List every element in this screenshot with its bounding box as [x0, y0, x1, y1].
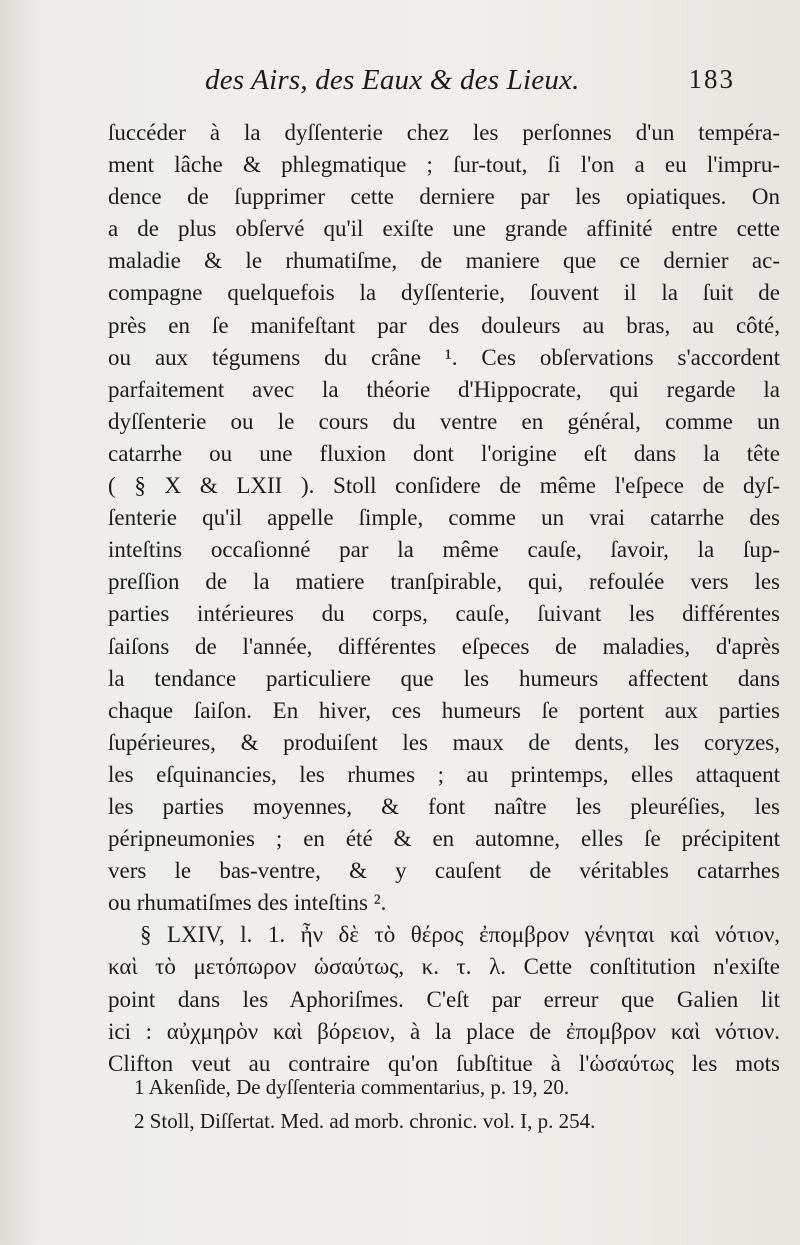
page-header — [205, 64, 735, 108]
text-line: preſſion de la matiere tranſpirable, qui, refoulée vers les — [108, 569, 780, 595]
text-line: § LXIV, l. 1. ἦν δὲ τὸ θέρος ἐπομβρον γένηται καὶ νότιον, — [140, 922, 780, 948]
text-line: compagne quelquefois la dyſſenterie, ſouvent il la ſuit de — [108, 280, 780, 306]
text-line: point dans les Aphoriſmes. C'eſt par erreur que Galien lit — [108, 986, 780, 1012]
footnotes — [134, 1070, 734, 1138]
text-line: les parties moyennes, & font naître les pleuréſies, les — [108, 793, 780, 819]
text-line: ſuccéder à la dyſſenterie chez les perſonnes d'un tempéra- — [108, 120, 780, 145]
text-line: ſenterie qu'il appelle ſimple, comme un vrai catarrhe des — [108, 505, 780, 531]
text-line: dence de ſupprimer cette derniere par les opiatiques. On — [108, 184, 780, 210]
text-line: ou rhumatiſmes des inteſtins ². — [108, 890, 387, 916]
text-line: catarrhe ou une fluxion dont l'origine eſt dans la tête — [108, 440, 780, 466]
text-line: a de plus obſervé qu'il exiſte une grande affinité entre cette — [108, 216, 780, 242]
text-line: ment lâche & phlegmatique ; ſur-tout, ſi l'on a eu l'impru- — [108, 152, 780, 178]
text-line: parties intérieures du corps, cauſe, ſuivant les différentes — [108, 601, 780, 627]
text-line: καὶ τὸ μετόπωρον ὡσαύτως, κ. τ. λ. Cette conſtitution n'exiſte — [108, 954, 780, 980]
text-line: près en ſe manifeſtant par des douleurs au bras, au côté, — [108, 312, 780, 338]
footnote: 2 Stoll, Diſſertat. Med. ad morb. chronic. vol. I, p. 254. — [134, 1109, 596, 1133]
text-line: ici : αὐχμηρὸν καὶ βόρειον, à la place de ἐπομβρον καὶ νότιον. — [108, 1018, 780, 1044]
text-line: péripneumonies ; en été & en automne, elles ſe précipitent — [108, 826, 780, 852]
text-line: ſaiſons de l'année, différentes eſpeces de maladies, d'après — [108, 633, 780, 659]
text-line: inteſtins occaſionné par la même cauſe, ſavoir, la ſup- — [108, 537, 780, 563]
text-line: maladie & le rhumatiſme, de maniere que ce dernier ac- — [108, 248, 780, 274]
text-line: parfaitement avec la théorie d'Hippocrate, qui regarde la — [108, 376, 780, 402]
text-line: vers le bas-ventre, & y cauſent de véritables catarrhes — [108, 858, 780, 884]
text-line: dyſſenterie ou le cours du ventre en général, comme un — [108, 408, 780, 434]
text-line: ou aux tégumens du crâne ¹. Ces obſervations s'accordent — [108, 344, 780, 370]
text-line: les eſquinancies, les rhumes ; au printemps, elles attaquent — [108, 761, 780, 787]
text-line: ſupérieures, & produiſent les maux de dents, les coryzes, — [108, 729, 780, 755]
text-line: Clifton veut au contraire qu'on ſubſtitue à l'ὡσαύτως les mots — [108, 1050, 780, 1076]
body-text — [108, 117, 780, 1080]
text-line: chaque ſaiſon. En hiver, ces humeurs ſe portent aux parties — [108, 697, 780, 723]
text-line: ( § X & LXII ). Stoll conſidere de même l'eſpece de dyſ- — [108, 473, 780, 499]
running-title: des Airs, des Eaux & des Lieux. — [205, 64, 580, 96]
text-line: la tendance particuliere que les humeurs affectent dans — [108, 665, 780, 691]
footnote: 1 Akenſide, De dyſſenteria commentarius, p. 19, 20. — [134, 1075, 570, 1099]
page-number: 183 — [688, 64, 735, 94]
